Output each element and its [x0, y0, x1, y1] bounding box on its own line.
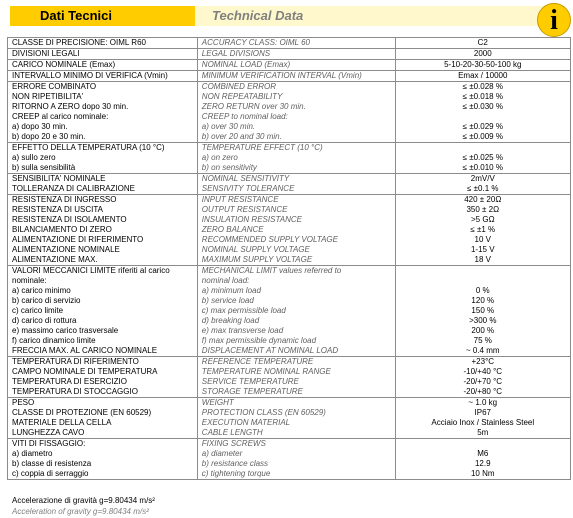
spec-row: [8, 266, 571, 357]
spec-cell-val: [395, 357, 570, 398]
spec-line: d) breaking load: [201, 316, 260, 325]
spec-cell-it: [8, 38, 198, 49]
spec-line: b) carico di servizio: [12, 296, 81, 305]
spec-line: ≤ ±1 %: [470, 225, 496, 234]
spec-cell-en: [197, 439, 395, 480]
spec-cell-val: [395, 195, 570, 266]
spec-line: Acciaio Inox / Stainless Steel: [431, 418, 535, 427]
spec-cell-en: [197, 71, 395, 82]
spec-line: 18 V: [474, 255, 491, 264]
spec-line: SERVICE TEMPERATURE: [201, 377, 299, 386]
info-icon: i: [537, 3, 571, 37]
spec-line: TOLLERANZA DI CALIBRAZIONE: [12, 184, 135, 193]
spec-line: FRECCIA MAX. AL CARICO NOMINALE: [12, 346, 158, 355]
spec-cell-it: [8, 71, 198, 82]
spec-cell-it: [8, 174, 198, 195]
spec-cell-it: [8, 266, 198, 357]
spec-line: b) on sensitivity: [201, 163, 257, 172]
title-english: Technical Data: [195, 6, 548, 26]
spec-row: [8, 60, 571, 71]
spec-cell-val: [395, 38, 570, 49]
spec-cell-it: [8, 398, 198, 439]
spec-cell-en: [197, 143, 395, 174]
spec-cell-it: [8, 357, 198, 398]
spec-cell-val: [395, 143, 570, 174]
spec-cell-val: [395, 174, 570, 195]
spec-cell-val: [395, 266, 570, 357]
spec-line: RITORNO A ZERO dopo 30 min.: [12, 102, 129, 111]
spec-line: CLASSE DI PROTEZIONE (EN 60529): [12, 408, 152, 417]
spec-line: LEGAL DIVISIONS: [201, 49, 271, 58]
spec-line: MECHANICAL LIMIT values referred to: [201, 266, 342, 275]
spec-line: a) minimum load: [201, 286, 261, 295]
spec-line: FIXING SCREWS: [201, 439, 266, 448]
spec-line: CARICO NOMINALE (Emax): [12, 60, 116, 69]
spec-line: ALIMENTAZIONE NOMINALE: [12, 245, 120, 254]
spec-line: CAMPO NOMINALE DI TEMPERATURA: [12, 367, 158, 376]
spec-line: DIVISIONI LEGALI: [12, 49, 80, 58]
spec-line: OUTPUT RESISTANCE: [201, 205, 288, 214]
spec-row: [8, 357, 571, 398]
spec-cell-it: [8, 82, 198, 143]
spec-line: INTERVALLO MINIMO DI VERIFICA (Vmin): [12, 71, 168, 80]
spec-line: [400, 439, 566, 449]
spec-line: 120 %: [471, 296, 495, 305]
spec-line: EFFETTO DELLA TEMPERATURA (10 °C): [12, 143, 165, 152]
spec-line: RECOMMENDED SUPPLY VOLTAGE: [201, 235, 338, 244]
spec-row: [8, 38, 571, 49]
header-bar: [10, 6, 548, 26]
spec-cell-en: [197, 357, 395, 398]
spec-line: b) resistance class: [201, 459, 269, 468]
spec-line: c) carico limite: [12, 306, 64, 315]
spec-cell-en: [197, 49, 395, 60]
spec-line: MINIMUM VERIFICATION INTERVAL (Vmin): [201, 71, 362, 80]
spec-cell-val: [395, 60, 570, 71]
spec-line: TEMPERATURA DI RIFERIMENTO: [12, 357, 139, 366]
spec-line: 2mV/V: [470, 174, 495, 183]
spec-line: a) dopo 30 min.: [12, 122, 68, 131]
spec-line: Emax / 10000: [458, 71, 508, 80]
spec-line: 12.9: [474, 459, 491, 468]
spec-line: CREEP al carico nominale:: [12, 112, 109, 121]
gravity-note-en: Acceleration of gravity g=9.80434 m/s²: [12, 507, 149, 516]
spec-cell-val: [395, 49, 570, 60]
spec-line: 0 %: [475, 286, 490, 295]
spec-line: VALORI MECCANICI LIMITE riferiti al carico: [12, 266, 170, 275]
spec-line: 75 %: [473, 336, 492, 345]
spec-cell-en: [197, 82, 395, 143]
spec-line: ≤ ±0.1 %: [467, 184, 499, 193]
spec-line: 2000: [473, 49, 492, 58]
spec-line: IP67: [474, 408, 491, 417]
spec-line: -10/+40 °C: [463, 367, 503, 376]
spec-line: -20/+70 °C: [463, 377, 503, 386]
spec-line: PROTECTION CLASS (EN 60529): [201, 408, 326, 417]
spec-line: c) tightening torque: [201, 469, 271, 478]
spec-line: RESISTENZA DI INGRESSO: [12, 195, 117, 204]
spec-line: b) dopo 20 e 30 min.: [12, 132, 86, 141]
spec-line: nominale:: [12, 276, 47, 285]
spec-line: ZERO RETURN over 30 min.: [201, 102, 306, 111]
spec-line: [400, 112, 566, 122]
spec-line: ~ 1.0 kg: [468, 398, 498, 407]
spec-line: >5 GΩ: [471, 215, 495, 224]
spec-line: RESISTENZA DI ISOLAMENTO: [12, 215, 127, 224]
spec-line: TEMPERATURE NOMINAL RANGE: [201, 367, 331, 376]
spec-line: NON RIPETIBILITA': [12, 92, 84, 101]
spec-cell-val: [395, 398, 570, 439]
spec-row: [8, 49, 571, 60]
spec-line: TEMPERATURA DI ESERCIZIO: [12, 377, 127, 386]
spec-line: e) massimo carico trasversale: [12, 326, 119, 335]
spec-table: [7, 37, 571, 480]
spec-line: 5-10-20-30-50-100 kg: [444, 60, 522, 69]
spec-line: 420 ± 20Ω: [464, 195, 502, 204]
spec-line: 200 %: [471, 326, 495, 335]
spec-line: b) sulla sensibilità: [12, 163, 76, 172]
spec-line: M6: [477, 449, 489, 458]
spec-line: NON REPEATABILITY: [201, 92, 283, 101]
spec-line: LUNGHEZZA CAVO: [12, 428, 85, 437]
spec-row: [8, 439, 571, 480]
spec-line: ~ 0.4 mm: [465, 346, 500, 355]
spec-line: DISPLACEMENT AT NOMINAL LOAD: [201, 346, 339, 355]
title-italian: Dati Tecnici: [10, 6, 195, 26]
spec-line: VITI DI FISSAGGIO:: [12, 439, 86, 448]
spec-line: 10 V: [474, 235, 491, 244]
spec-line: 5m: [477, 428, 489, 437]
spec-line: 10 Nm: [470, 469, 495, 478]
spec-line: C2: [477, 38, 488, 47]
spec-cell-en: [197, 38, 395, 49]
spec-line: ≤ ±0.030 %: [462, 102, 503, 111]
spec-line: a) diameter: [201, 449, 243, 458]
spec-cell-it: [8, 195, 198, 266]
spec-cell-en: [197, 174, 395, 195]
spec-line: ERRORE COMBINATO: [12, 82, 97, 91]
spec-line: a) on zero: [201, 153, 238, 162]
spec-cell-it: [8, 143, 198, 174]
spec-line: >300 %: [469, 316, 497, 325]
spec-line: CREEP to nominal load:: [201, 112, 288, 121]
spec-line: [400, 276, 566, 286]
spec-line: ≤ ±0.025 %: [462, 153, 503, 162]
spec-line: a) over 30 min.: [201, 122, 256, 131]
spec-line: BILANCIAMENTO DI ZERO: [12, 225, 112, 234]
spec-line: 150 %: [471, 306, 495, 315]
spec-row: [8, 398, 571, 439]
spec-line: [400, 143, 566, 153]
spec-line: WEIGHT: [201, 398, 234, 407]
spec-line: INSULATION RESISTANCE: [201, 215, 302, 224]
spec-line: [400, 266, 566, 276]
spec-line: b) over 20 and 30 min.: [201, 132, 282, 141]
spec-line: a) diametro: [12, 449, 53, 458]
spec-line: COMBINED ERROR: [201, 82, 277, 91]
spec-row: [8, 143, 571, 174]
spec-line: 1-15 V: [470, 245, 495, 254]
spec-row: [8, 71, 571, 82]
spec-line: ALIMENTAZIONE DI RIFERIMENTO: [12, 235, 144, 244]
spec-line: REFERENCE TEMPERATURE: [201, 357, 314, 366]
spec-cell-en: [197, 195, 395, 266]
gravity-note-it: Accelerazione di gravità g=9.80434 m/s²: [12, 496, 155, 505]
spec-line: NOMINAL LOAD (Emax): [201, 60, 291, 69]
spec-line: TEMPERATURA DI STOCCAGGIO: [12, 387, 138, 396]
spec-line: NOMINAL SUPPLY VOLTAGE: [201, 245, 310, 254]
spec-line: PESO: [12, 398, 35, 407]
spec-line: ≤ ±0.018 %: [462, 92, 503, 101]
spec-line: a) carico minimo: [12, 286, 71, 295]
spec-line: INPUT RESISTANCE: [201, 195, 279, 204]
spec-cell-val: [395, 439, 570, 480]
spec-cell-en: [197, 398, 395, 439]
spec-line: b) service load: [201, 296, 254, 305]
spec-row: [8, 82, 571, 143]
spec-line: +23°C: [471, 357, 495, 366]
spec-row: [8, 174, 571, 195]
spec-line: MAXIMUM SUPPLY VOLTAGE: [201, 255, 313, 264]
spec-line: a) sullo zero: [12, 153, 56, 162]
spec-cell-it: [8, 439, 198, 480]
spec-line: MATERIALE DELLA CELLA: [12, 418, 112, 427]
spec-cell-en: [197, 266, 395, 357]
spec-line: d) carico di rottura: [12, 316, 77, 325]
spec-cell-it: [8, 60, 198, 71]
spec-line: STORAGE TEMPERATURE: [201, 387, 303, 396]
spec-line: ≤ ±0.029 %: [462, 122, 503, 131]
spec-line: e) max transverse load: [201, 326, 284, 335]
spec-line: ≤ ±0.028 %: [462, 82, 503, 91]
spec-cell-it: [8, 49, 198, 60]
spec-cell-val: [395, 82, 570, 143]
spec-line: c) max permissible load: [201, 306, 286, 315]
spec-line: ACCURACY CLASS: OIML 60: [201, 38, 310, 47]
spec-row: [8, 195, 571, 266]
spec-line: ZERO BALANCE: [201, 225, 264, 234]
spec-line: c) coppia di serraggio: [12, 469, 89, 478]
spec-line: TEMPERATURE EFFECT (10 °C): [201, 143, 323, 152]
spec-line: f) max permissible dynamic load: [201, 336, 317, 345]
spec-line: EXECUTION MATERIAL: [201, 418, 291, 427]
spec-line: 350 ± 2Ω: [466, 205, 500, 214]
spec-line: -20/+80 °C: [463, 387, 503, 396]
spec-line: b) classe di resistenza: [12, 459, 92, 468]
spec-line: RESISTENZA DI USCITA: [12, 205, 103, 214]
spec-line: CABLE LENGTH: [201, 428, 263, 437]
spec-line: NOMINAL SENSITIVITY: [201, 174, 290, 183]
spec-line: ≤ ±0.010 %: [462, 163, 503, 172]
spec-line: SENSIVITY TOLERANCE: [201, 184, 295, 193]
spec-line: f) carico dinamico limite: [12, 336, 96, 345]
spec-cell-en: [197, 60, 395, 71]
spec-line: nominal load:: [201, 276, 250, 285]
spec-cell-val: [395, 71, 570, 82]
spec-line: ≤ ±0.009 %: [462, 132, 503, 141]
spec-line: ALIMENTAZIONE MAX.: [12, 255, 98, 264]
spec-line: SENSIBILITA' NOMINALE: [12, 174, 106, 183]
spec-line: CLASSE DI PRECISIONE: OIML R60: [12, 38, 146, 47]
